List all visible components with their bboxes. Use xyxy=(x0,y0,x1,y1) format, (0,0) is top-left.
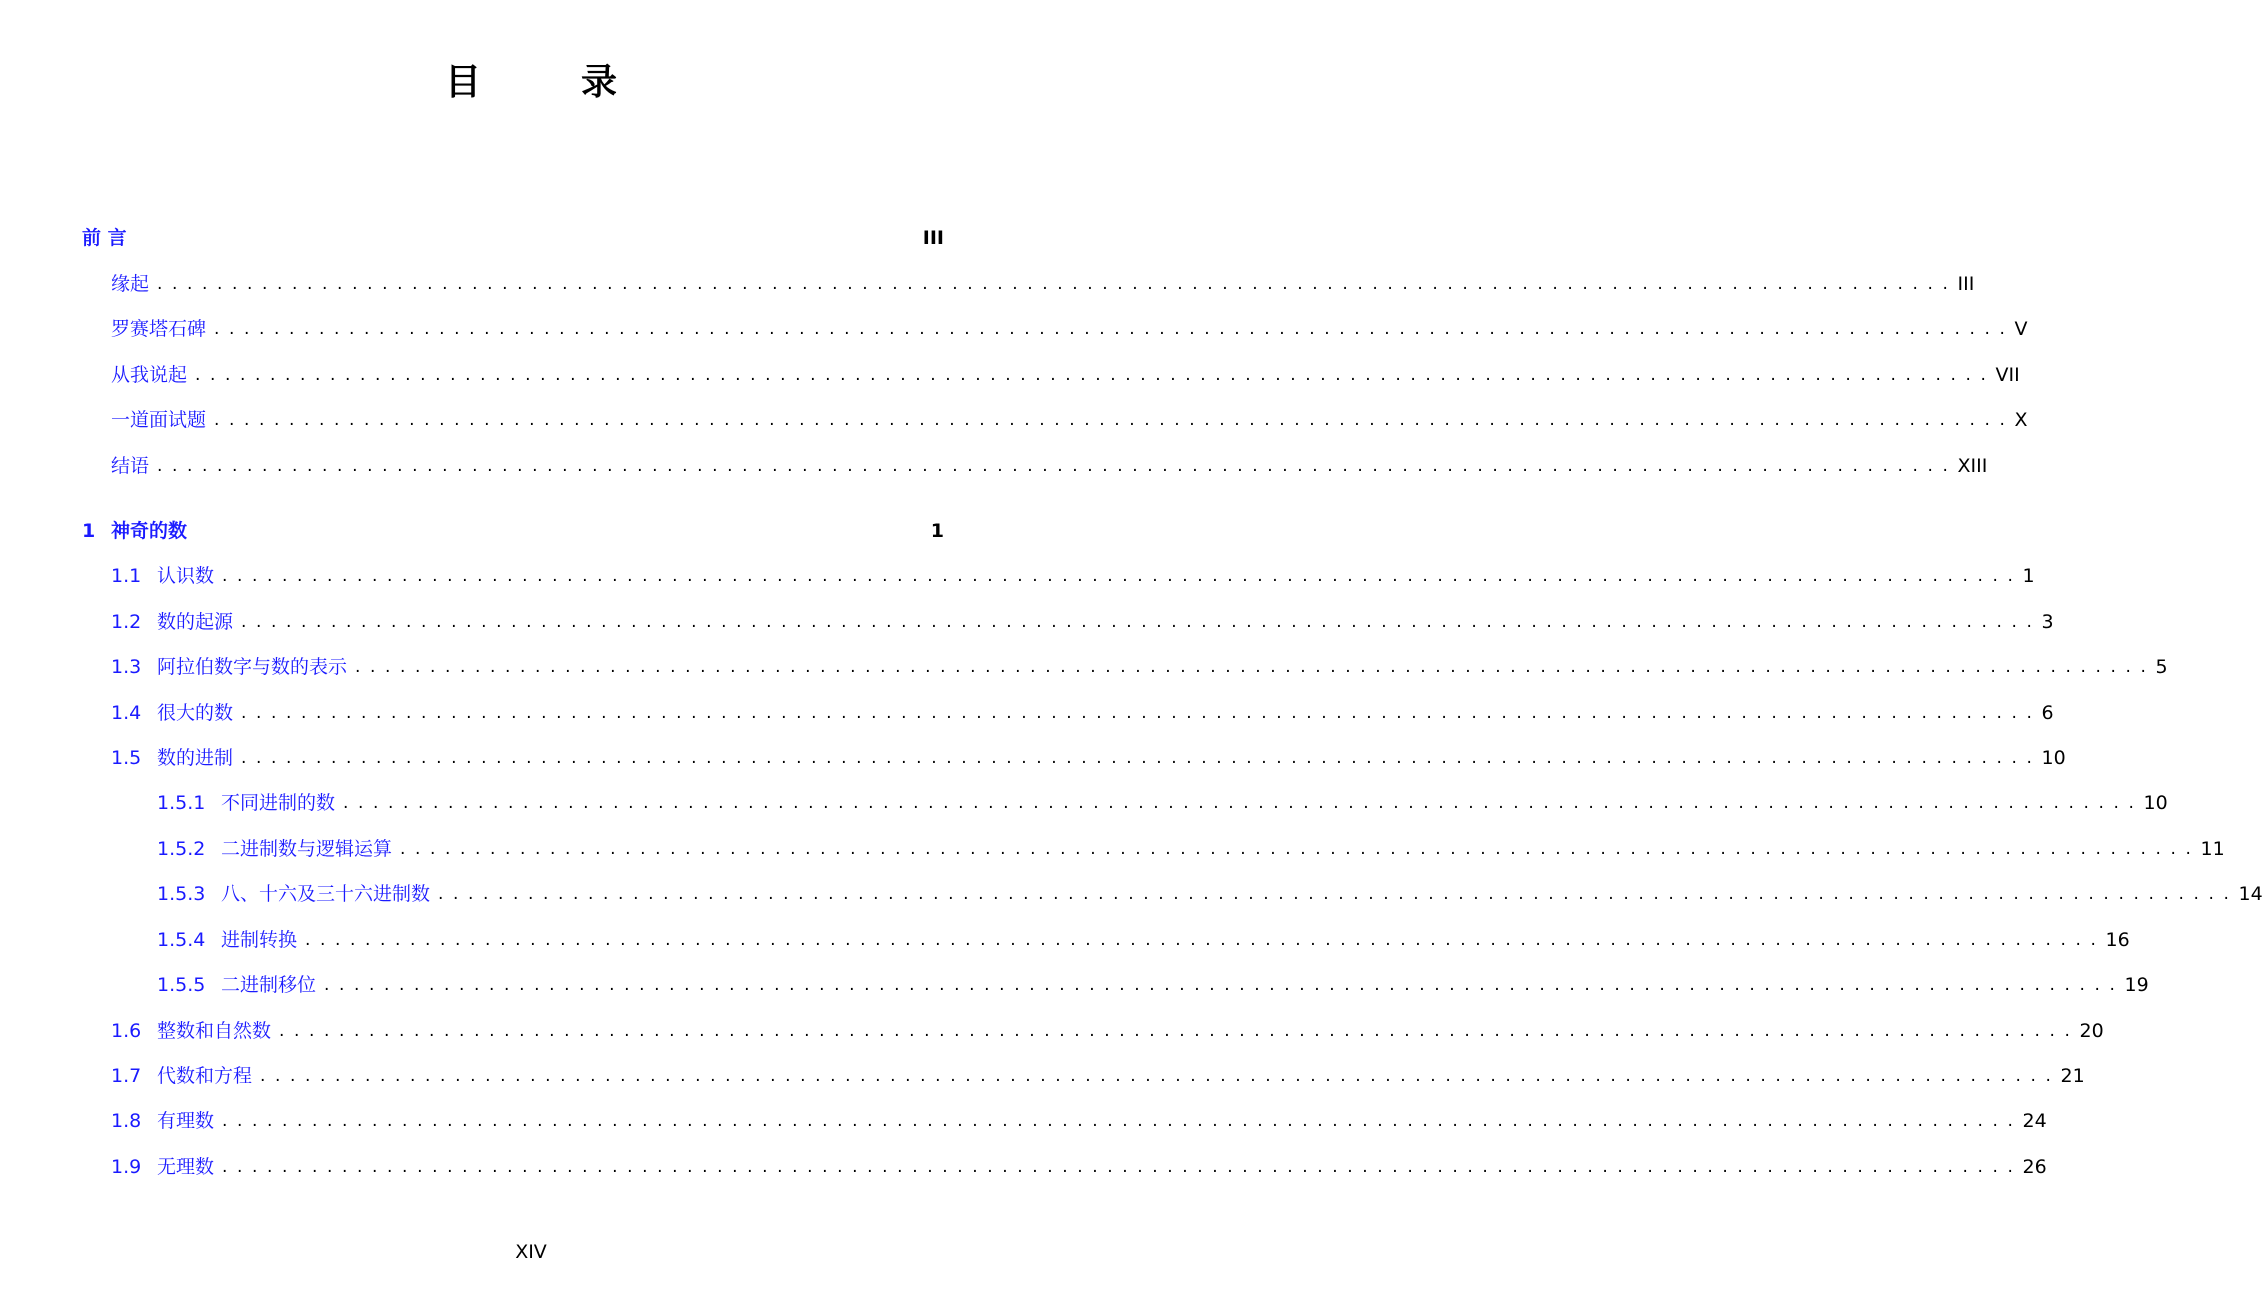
toc-entry-link[interactable] xyxy=(0,652,355,682)
toc-entry-link[interactable] xyxy=(0,1152,222,1182)
toc-entry[interactable] xyxy=(0,879,2263,909)
toc-entry-number: 1.5.3 xyxy=(157,883,206,905)
toc-entry[interactable] xyxy=(0,970,2149,1000)
toc-entry-link[interactable] xyxy=(0,451,157,481)
toc-entry-page: V xyxy=(2014,318,2028,340)
dot-leader: ........................................................................................................................ xyxy=(305,930,2106,950)
toc-entry-title: 二进制移位 xyxy=(221,974,317,996)
toc-entry-link[interactable] xyxy=(0,970,324,1000)
toc-entry-title: 一道面试题 xyxy=(111,409,207,431)
toc-entry-title: 进制转换 xyxy=(221,929,298,951)
toc-entry[interactable] xyxy=(0,451,1988,481)
toc-entry-page: 20 xyxy=(2079,1020,2104,1042)
toc-entry[interactable] xyxy=(0,405,2028,435)
dot-leader: ........................................................................................................................ xyxy=(260,1066,2061,1086)
toc-entry-number: 1.9 xyxy=(111,1156,142,1178)
toc-entry-link[interactable] xyxy=(0,314,214,344)
toc-entry-page: VII xyxy=(1995,364,2020,386)
toc-entry-page: 1 xyxy=(930,520,944,542)
toc-entry-title: 阿拉伯数字与数的表示 xyxy=(157,656,348,678)
dot-leader: ........................................................................................................................ xyxy=(241,703,2042,723)
toc-entry[interactable] xyxy=(0,1016,2104,1046)
page-number: XIV xyxy=(515,1241,547,1263)
dot-leader: ........................................................................................................................ xyxy=(343,793,2144,813)
toc-entry-link[interactable] xyxy=(0,925,305,955)
toc-entry-number: 1.5.5 xyxy=(157,974,206,996)
toc-entry-link[interactable] xyxy=(0,1106,222,1136)
toc-entry-link[interactable] xyxy=(0,360,195,390)
toc-entry-page: XIII xyxy=(1957,455,1988,477)
toc-entry-page: X xyxy=(2014,409,2028,431)
toc-entry-link[interactable] xyxy=(0,561,222,591)
toc-entry[interactable] xyxy=(0,788,2168,818)
toc-entry-number: 1.7 xyxy=(111,1065,142,1087)
toc-entry-number: 1.8 xyxy=(111,1110,142,1132)
toc-entry[interactable] xyxy=(0,652,2168,682)
toc-entry-title: 罗赛塔石碑 xyxy=(111,318,207,340)
toc-entry-page: 11 xyxy=(2200,838,2225,860)
toc-entry-link[interactable] xyxy=(0,879,438,909)
toc-entry-number: 1.2 xyxy=(111,611,142,633)
toc-entry-link[interactable] xyxy=(0,516,195,546)
dot-leader: ........................................................................................................................ xyxy=(157,456,1958,476)
toc-entry-link[interactable] xyxy=(0,1016,279,1046)
toc-entry-number: 1.5.4 xyxy=(157,929,206,951)
toc-entry-title: 数的起源 xyxy=(157,611,234,633)
toc-entry-number: 1.5.2 xyxy=(157,838,206,860)
toc-entry-page: III xyxy=(1957,273,1975,295)
toc-entry-page: 5 xyxy=(2155,656,2168,678)
toc-entry[interactable] xyxy=(0,834,2225,864)
dot-leader: ........................................................................................................................ xyxy=(222,1111,2023,1131)
toc-entry[interactable] xyxy=(0,1152,2047,1182)
toc-entry-link[interactable] xyxy=(0,698,241,728)
dot-leader: ........................................................................................................................ xyxy=(214,410,2015,430)
toc-entry[interactable] xyxy=(0,698,2054,728)
toc-entry-link[interactable] xyxy=(0,788,343,818)
toc-entry-page: 16 xyxy=(2105,929,2130,951)
toc-entry-number: 1.5.1 xyxy=(157,792,206,814)
toc-entry[interactable] xyxy=(0,360,2020,390)
dot-leader: ........................................................................................................................ xyxy=(222,1157,2023,1177)
toc-entry-number: 1.1 xyxy=(111,565,142,587)
dot-leader: ........................................................................................................................ xyxy=(241,612,2042,632)
toc-entry-page: 6 xyxy=(2041,702,2054,724)
toc-entry-title: 无理数 xyxy=(157,1156,215,1178)
toc-entry-page: 10 xyxy=(2041,747,2066,769)
toc-entry-number: 1 xyxy=(82,520,96,542)
toc-entry-link[interactable] xyxy=(0,405,214,435)
dot-leader: ........................................................................................................................ xyxy=(222,566,2023,586)
dot-leader: ........................................................................................................................ xyxy=(241,748,2042,768)
toc-entry[interactable] xyxy=(0,269,1975,299)
dot-leader: ........................................................................................................................ xyxy=(279,1021,2080,1041)
toc-entry-title: 代数和方程 xyxy=(157,1065,253,1087)
toc-entry-title: 前 言 xyxy=(82,227,127,249)
dot-leader: ........................................................................................................................ xyxy=(195,365,1996,385)
toc-entry-link[interactable] xyxy=(0,607,241,637)
page-title: 目 录 xyxy=(444,62,649,103)
toc-entry-title: 从我说起 xyxy=(111,364,188,386)
toc-entry[interactable] xyxy=(0,516,1062,546)
toc-entry-title: 二进制数与逻辑运算 xyxy=(221,838,393,860)
toc-entry-title: 整数和自然数 xyxy=(157,1020,272,1042)
toc-entry[interactable] xyxy=(0,223,1062,253)
toc-entry[interactable] xyxy=(0,1106,2047,1136)
toc-entry-number: 1.5 xyxy=(111,747,142,769)
toc-entry-title: 缘起 xyxy=(111,273,150,295)
toc-entry[interactable] xyxy=(0,607,2054,637)
toc-entry-page: 19 xyxy=(2124,974,2149,996)
toc-entry-title: 神奇的数 xyxy=(111,520,188,542)
toc-entry-page: 3 xyxy=(2041,611,2054,633)
toc-entry[interactable] xyxy=(0,314,2028,344)
toc-entry-title: 不同进制的数 xyxy=(221,792,336,814)
toc-entry-link[interactable] xyxy=(0,1061,260,1091)
toc-entry-number: 1.4 xyxy=(111,702,142,724)
toc-entry-title: 数的进制 xyxy=(157,747,234,769)
toc-entry-link[interactable] xyxy=(0,834,400,864)
toc-entry-title: 结语 xyxy=(111,455,150,477)
toc-entry-page: III xyxy=(922,227,944,249)
toc-entry-page: 10 xyxy=(2143,792,2168,814)
toc-entry-link[interactable] xyxy=(0,223,135,253)
toc-entry-title: 有理数 xyxy=(157,1110,215,1132)
toc-entry-link[interactable] xyxy=(0,743,241,773)
toc-entry-page: 24 xyxy=(2022,1110,2047,1132)
toc-entry[interactable] xyxy=(0,925,2130,955)
toc-entry[interactable] xyxy=(0,561,2035,591)
toc-entry[interactable] xyxy=(0,743,2066,773)
toc-entry-link[interactable] xyxy=(0,269,157,299)
toc-entry-title: 八、十六及三十六进制数 xyxy=(221,883,431,905)
dot-leader: ........................................................................................................................ xyxy=(324,975,2125,995)
dot-leader: ........................................................................................................................ xyxy=(400,839,2201,859)
dot-leader: ........................................................................................................................ xyxy=(157,274,1958,294)
toc-entry-number: 1.3 xyxy=(111,656,142,678)
dot-leader xyxy=(135,223,884,253)
toc-entry[interactable] xyxy=(0,1061,2085,1091)
toc-entry-number: 1.6 xyxy=(111,1020,142,1042)
dot-leader xyxy=(195,516,884,546)
toc-entry-page: 1 xyxy=(2022,565,2035,587)
dot-leader: ........................................................................................................................ xyxy=(214,319,2015,339)
toc-entry-page: 14 xyxy=(2238,883,2263,905)
toc-entry-page: 21 xyxy=(2060,1065,2085,1087)
toc-entry-page: 26 xyxy=(2022,1156,2047,1178)
dot-leader: ........................................................................................................................ xyxy=(438,884,2239,904)
toc-entry-title: 认识数 xyxy=(157,565,215,587)
dot-leader: ........................................................................................................................ xyxy=(355,657,2156,677)
toc-entry-title: 很大的数 xyxy=(157,702,234,724)
